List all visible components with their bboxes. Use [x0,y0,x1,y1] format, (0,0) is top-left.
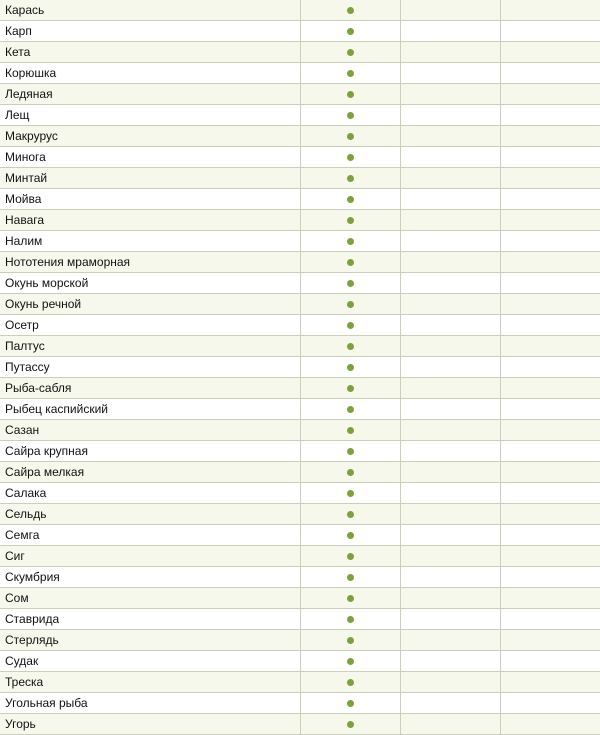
table-row [0,21,600,42]
green-dot-icon [347,385,354,392]
green-dot-icon [347,616,354,623]
green-dot-icon [347,679,354,686]
empty-cell [400,462,500,483]
empty-cell [500,483,600,504]
mark-cell [300,504,400,525]
table-row [0,441,600,462]
mark-cell [300,0,400,21]
mark-cell [300,84,400,105]
empty-cell [400,546,500,567]
empty-cell [500,651,600,672]
mark-cell [300,588,400,609]
fish-name-cell: Кета [0,42,300,63]
table-row [0,0,600,21]
table-row [0,126,600,147]
mark-cell [300,126,400,147]
fish-name-cell: Ставрида [0,609,300,630]
mark-cell [300,462,400,483]
green-dot-icon [347,133,354,140]
empty-cell [500,231,600,252]
green-dot-icon [347,700,354,707]
empty-cell [500,210,600,231]
green-dot-icon [347,28,354,35]
fish-name-cell: Скумбрия [0,567,300,588]
table-row [0,63,600,84]
empty-cell [500,546,600,567]
fish-name-cell: Угорь [0,714,300,735]
table-row [0,567,600,588]
empty-cell [500,168,600,189]
mark-cell [300,21,400,42]
green-dot-icon [347,112,354,119]
empty-cell [400,189,500,210]
table-row [0,84,600,105]
green-dot-icon [347,490,354,497]
mark-cell [300,651,400,672]
fish-name-cell: Сиг [0,546,300,567]
mark-cell [300,693,400,714]
fish-name-cell: Салака [0,483,300,504]
empty-cell [500,42,600,63]
fish-name-cell: Нототения мраморная [0,252,300,273]
empty-cell [400,504,500,525]
mark-cell [300,210,400,231]
empty-cell [400,588,500,609]
empty-cell [400,336,500,357]
green-dot-icon [347,154,354,161]
mark-cell [300,273,400,294]
mark-cell [300,420,400,441]
mark-cell [300,189,400,210]
mark-cell [300,441,400,462]
table-row [0,336,600,357]
green-dot-icon [347,595,354,602]
green-dot-icon [347,553,354,560]
mark-cell [300,231,400,252]
green-dot-icon [347,280,354,287]
empty-cell [500,252,600,273]
fish-name-cell: Рыба-сабля [0,378,300,399]
green-dot-icon [347,448,354,455]
empty-cell [400,252,500,273]
mark-cell [300,336,400,357]
table-row [0,42,600,63]
mark-cell [300,315,400,336]
empty-cell [400,483,500,504]
empty-cell [500,441,600,462]
empty-cell [400,525,500,546]
mark-cell [300,399,400,420]
table-row [0,399,600,420]
mark-cell [300,609,400,630]
empty-cell [500,21,600,42]
empty-cell [400,105,500,126]
table-row [0,231,600,252]
table-row [0,693,600,714]
fish-name-cell: Минога [0,147,300,168]
green-dot-icon [347,658,354,665]
fish-name-cell: Сом [0,588,300,609]
empty-cell [400,357,500,378]
empty-cell [400,63,500,84]
empty-cell [500,84,600,105]
empty-cell [400,147,500,168]
empty-cell [400,651,500,672]
empty-cell [400,21,500,42]
empty-cell [500,0,600,21]
fish-name-cell: Осетр [0,315,300,336]
fish-name-cell: Карп [0,21,300,42]
empty-cell [400,567,500,588]
table-row [0,168,600,189]
green-dot-icon [347,532,354,539]
table-row [0,672,600,693]
table-row [0,294,600,315]
fish-name-cell: Навага [0,210,300,231]
table-row [0,357,600,378]
fish-name-cell: Минтай [0,168,300,189]
green-dot-icon [347,70,354,77]
green-dot-icon [347,49,354,56]
empty-cell [400,168,500,189]
fish-name-cell: Макрурус [0,126,300,147]
mark-cell [300,63,400,84]
table-row [0,588,600,609]
table-row [0,525,600,546]
table-row [0,210,600,231]
empty-cell [500,693,600,714]
fish-name-cell: Судак [0,651,300,672]
green-dot-icon [347,721,354,728]
green-dot-icon [347,175,354,182]
empty-cell [400,210,500,231]
empty-cell [500,525,600,546]
empty-cell [500,588,600,609]
table-row [0,651,600,672]
empty-cell [500,336,600,357]
empty-cell [400,126,500,147]
table-row [0,609,600,630]
empty-cell [500,609,600,630]
green-dot-icon [347,511,354,518]
fish-name-cell: Треска [0,672,300,693]
empty-cell [500,504,600,525]
fish-name-cell: Сазан [0,420,300,441]
empty-cell [500,294,600,315]
empty-cell [400,273,500,294]
empty-cell [400,714,500,735]
empty-cell [400,378,500,399]
fish-name-cell: Лещ [0,105,300,126]
mark-cell [300,630,400,651]
empty-cell [500,126,600,147]
empty-cell [500,357,600,378]
empty-cell [500,567,600,588]
table-row [0,483,600,504]
table-row [0,315,600,336]
fish-name-cell: Окунь речной [0,294,300,315]
empty-cell [500,462,600,483]
empty-cell [400,231,500,252]
mark-cell [300,546,400,567]
green-dot-icon [347,427,354,434]
green-dot-icon [347,238,354,245]
fish-name-cell: Корюшка [0,63,300,84]
empty-cell [500,147,600,168]
empty-cell [500,399,600,420]
fish-name-cell: Ледяная [0,84,300,105]
mark-cell [300,378,400,399]
empty-cell [400,294,500,315]
mark-cell [300,567,400,588]
table-row [0,420,600,441]
empty-cell [500,105,600,126]
fish-name-cell: Угольная рыба [0,693,300,714]
green-dot-icon [347,91,354,98]
fish-name-cell: Окунь морской [0,273,300,294]
empty-cell [400,420,500,441]
fish-name-cell: Сайра мелкая [0,462,300,483]
fish-name-cell: Путассу [0,357,300,378]
empty-cell [400,315,500,336]
empty-cell [400,42,500,63]
empty-cell [400,441,500,462]
fish-name-cell: Сайра крупная [0,441,300,462]
fish-name-cell: Семга [0,525,300,546]
table-row [0,462,600,483]
mark-cell [300,357,400,378]
green-dot-icon [347,301,354,308]
table-row [0,546,600,567]
green-dot-icon [347,7,354,14]
empty-cell [500,714,600,735]
table-row [0,273,600,294]
fish-name-cell: Мойва [0,189,300,210]
mark-cell [300,252,400,273]
green-dot-icon [347,406,354,413]
mark-cell [300,714,400,735]
mark-cell [300,42,400,63]
fish-name-cell: Сельдь [0,504,300,525]
mark-cell [300,294,400,315]
mark-cell [300,105,400,126]
table-row [0,189,600,210]
green-dot-icon [347,574,354,581]
empty-cell [400,672,500,693]
green-dot-icon [347,364,354,371]
table-row [0,147,600,168]
empty-cell [500,273,600,294]
empty-cell [400,693,500,714]
empty-cell [500,315,600,336]
fish-name-cell: Рыбец каспийский [0,399,300,420]
empty-cell [400,630,500,651]
green-dot-icon [347,343,354,350]
empty-cell [500,63,600,84]
mark-cell [300,525,400,546]
table-row [0,630,600,651]
empty-cell [400,399,500,420]
empty-cell [500,672,600,693]
empty-cell [400,609,500,630]
empty-cell [400,84,500,105]
table-row [0,714,600,735]
green-dot-icon [347,469,354,476]
fish-name-cell: Палтус [0,336,300,357]
empty-cell [400,0,500,21]
green-dot-icon [347,217,354,224]
fish-name-cell: Карась [0,0,300,21]
empty-cell [500,420,600,441]
mark-cell [300,147,400,168]
fish-name-cell: Налим [0,231,300,252]
empty-cell [500,378,600,399]
table-row [0,252,600,273]
table-row [0,105,600,126]
mark-cell [300,483,400,504]
table-row [0,378,600,399]
green-dot-icon [347,259,354,266]
green-dot-icon [347,196,354,203]
mark-cell [300,672,400,693]
empty-cell [500,189,600,210]
green-dot-icon [347,637,354,644]
fish-name-cell: Стерлядь [0,630,300,651]
empty-cell [500,630,600,651]
mark-cell [300,168,400,189]
table-row [0,504,600,525]
green-dot-icon [347,322,354,329]
